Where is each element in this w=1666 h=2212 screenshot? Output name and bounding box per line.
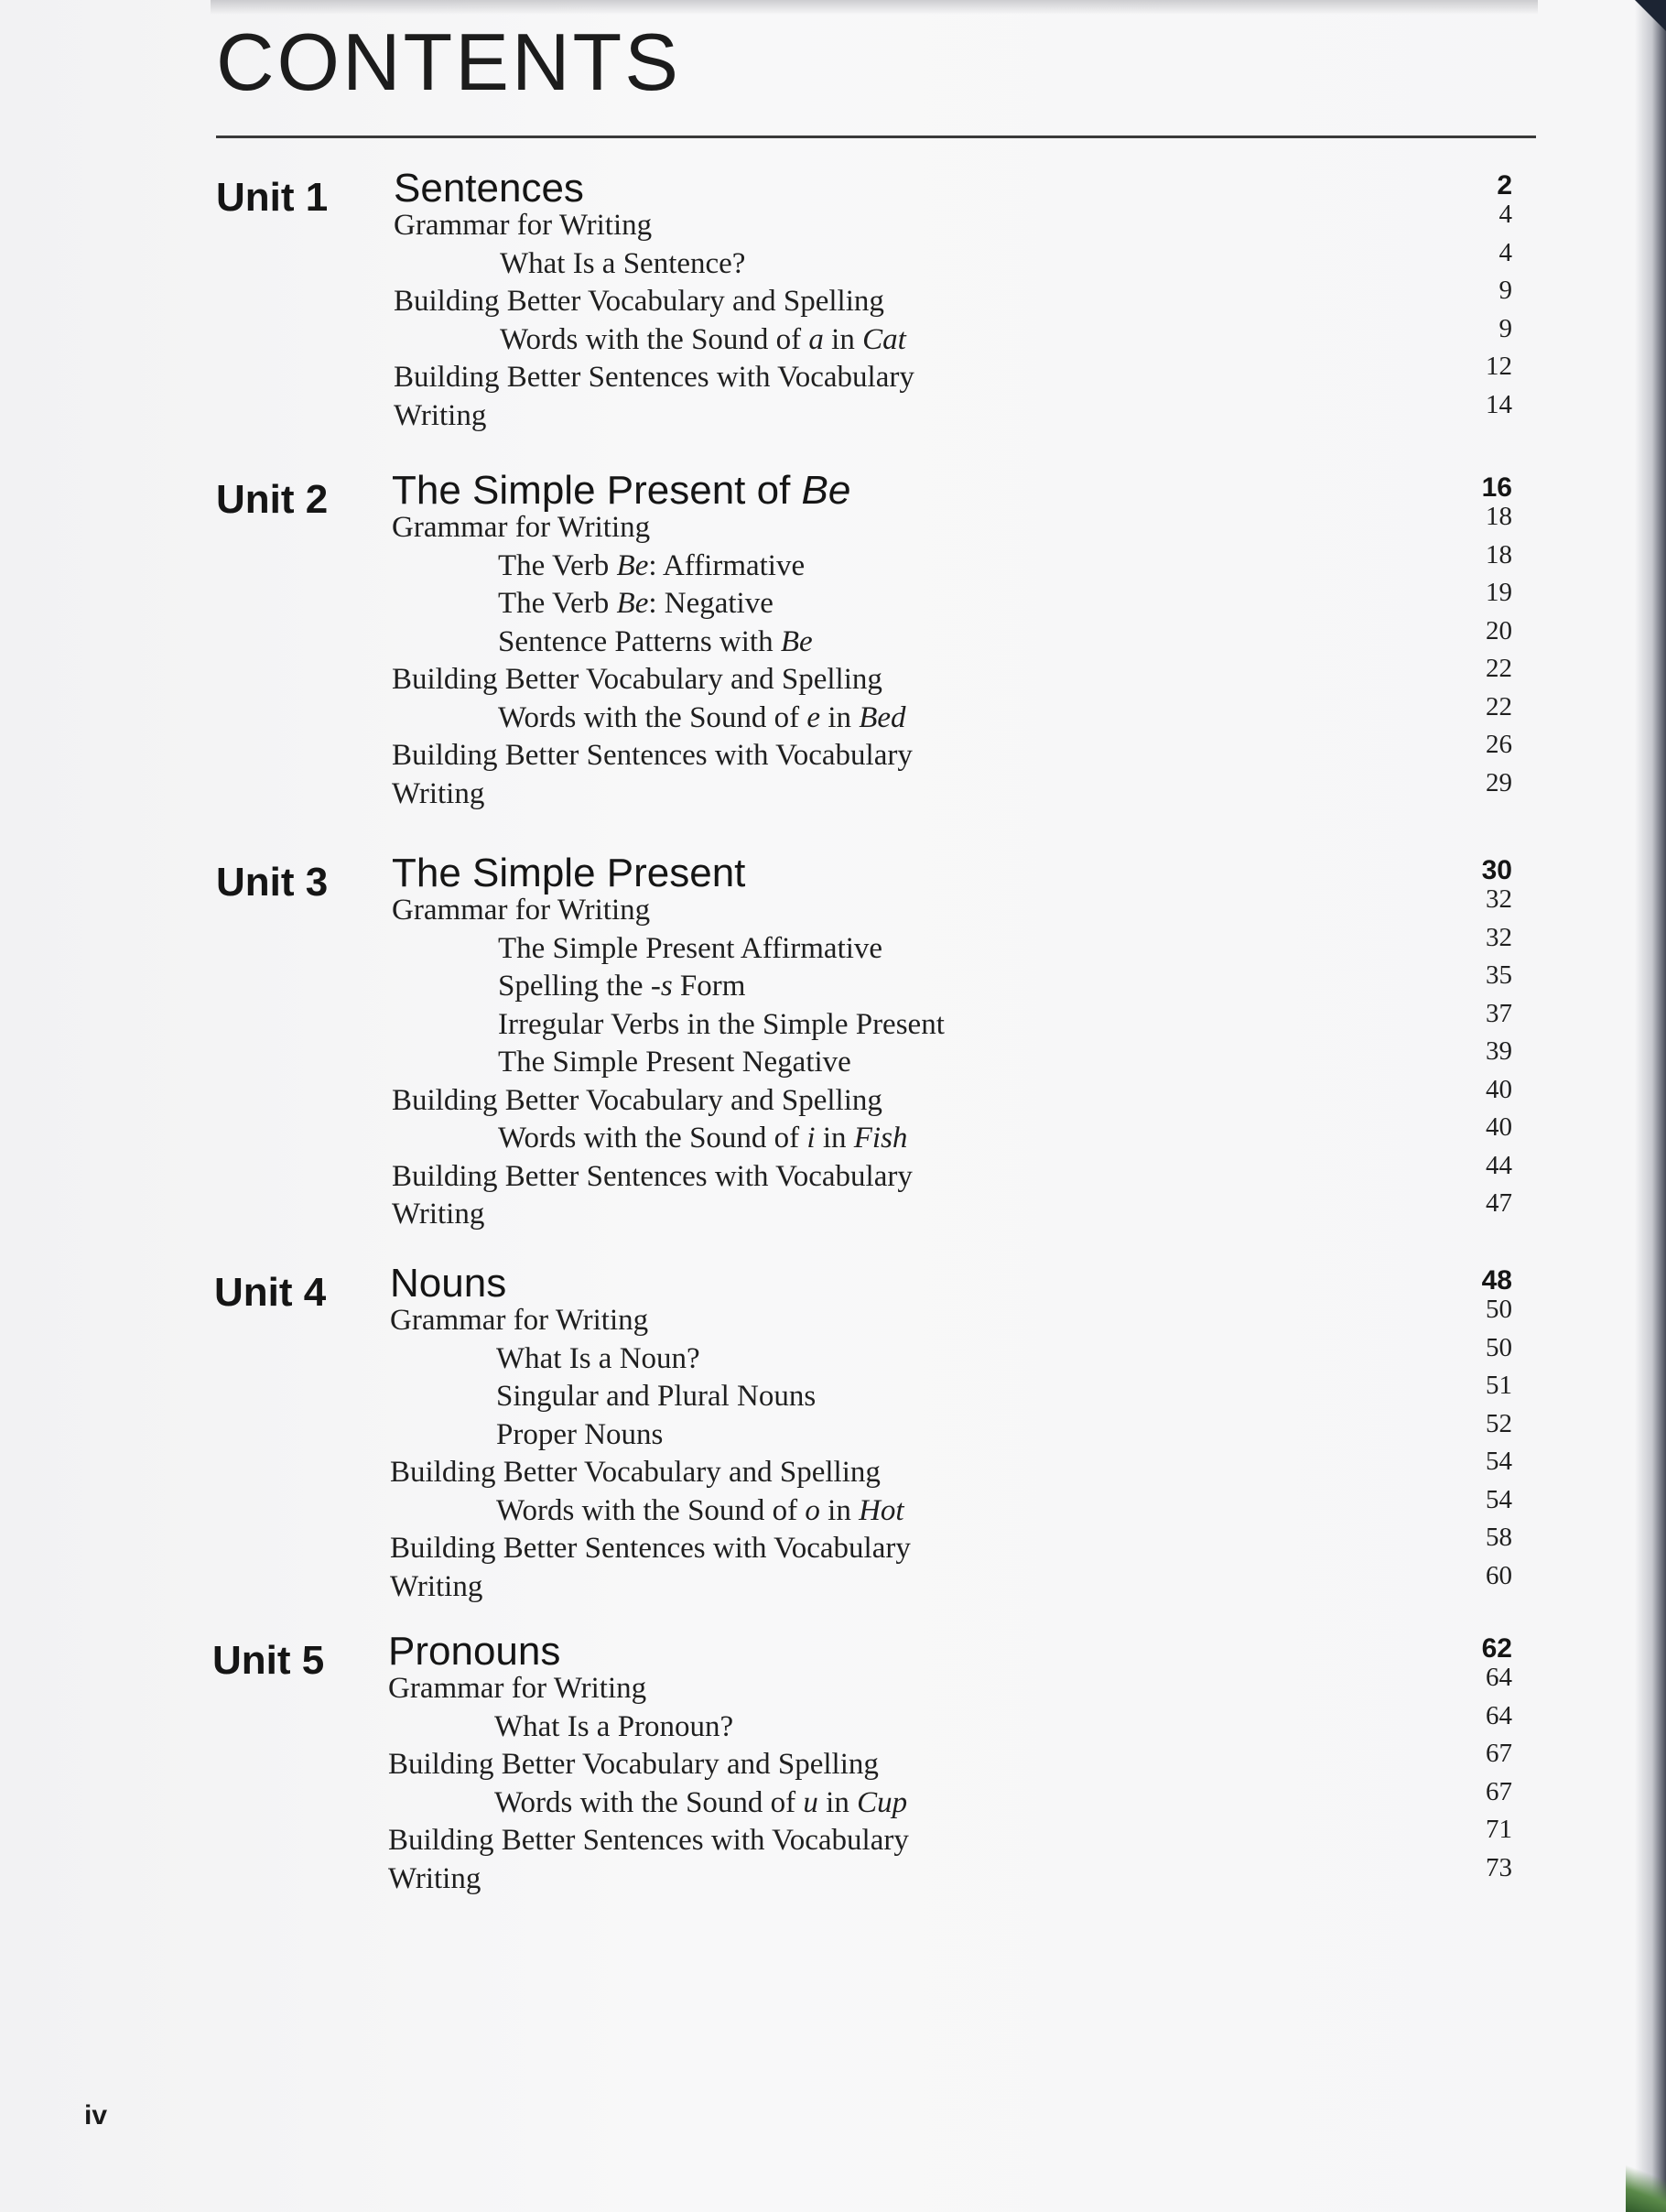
text-segment: : Negative bbox=[648, 587, 774, 620]
toc-subsection-entry bbox=[498, 1123, 907, 1154]
toc-section-entry: Writing bbox=[392, 776, 485, 810]
toc-entry-page-number: 47 bbox=[1486, 1188, 1512, 1218]
toc-entry-page-number: 50 bbox=[1486, 1295, 1512, 1324]
unit-label: Unit 3 bbox=[216, 860, 329, 905]
unit-title: Nouns bbox=[390, 1261, 507, 1306]
unit-title bbox=[392, 468, 851, 513]
text-segment: Words with the Sound of bbox=[496, 1493, 806, 1527]
unit-label: Unit 5 bbox=[212, 1638, 325, 1683]
italic-text-segment: u bbox=[803, 1785, 818, 1819]
text-segment: in bbox=[815, 1122, 854, 1155]
unit-page-number: 48 bbox=[1481, 1265, 1512, 1296]
text-segment: Spelling the bbox=[498, 970, 651, 1003]
toc-entry-page-number: 12 bbox=[1486, 352, 1512, 381]
toc-section-entry: Grammar for Writing bbox=[392, 894, 651, 927]
text-segment: The Verb bbox=[498, 548, 617, 582]
toc-entry-page-number: 9 bbox=[1498, 276, 1512, 305]
toc-entry-page-number: 44 bbox=[1486, 1150, 1512, 1180]
toc-subsection-entry bbox=[498, 589, 774, 619]
toc-subsection-entry bbox=[498, 700, 906, 734]
toc-entry-page-number: 54 bbox=[1486, 1484, 1512, 1514]
toc-section-entry: Grammar for Writing bbox=[394, 209, 653, 242]
toc-entry-page-number: 32 bbox=[1486, 884, 1512, 914]
toc-subsection-entry: The Simple Present Affirmative bbox=[498, 931, 883, 965]
text-segment: in bbox=[817, 1785, 858, 1819]
toc-subsection-entry: Singular and Plural Nouns bbox=[496, 1380, 817, 1413]
unit-label: Unit 2 bbox=[216, 477, 329, 522]
toc-section-entry: Grammar for Writing bbox=[392, 511, 651, 544]
toc-entry-page-number: 60 bbox=[1486, 1560, 1512, 1590]
toc-subsection-entry: Proper Nouns bbox=[496, 1417, 664, 1451]
toc-entry-page-number: 18 bbox=[1486, 539, 1512, 569]
toc-section-entry: Writing bbox=[388, 1861, 481, 1895]
unit-title: The Simple Present bbox=[392, 851, 746, 895]
toc-subsection-entry bbox=[494, 1785, 908, 1819]
italic-text-segment: Be bbox=[801, 468, 851, 513]
italic-text-segment: Be bbox=[780, 624, 813, 658]
toc-entry-page-number: 51 bbox=[1486, 1371, 1512, 1400]
toc-entry-page-number: 26 bbox=[1486, 730, 1512, 759]
toc-entry-page-number: 4 bbox=[1498, 237, 1512, 267]
toc-section-entry: Building Better Vocabulary and Spelling bbox=[392, 663, 882, 696]
italic-text-segment: Cat bbox=[862, 322, 906, 356]
toc-entry-page-number: 4 bbox=[1498, 200, 1512, 229]
unit-page-number: 30 bbox=[1481, 855, 1512, 885]
toc-subsection-entry: What Is a Sentence? bbox=[500, 246, 746, 280]
italic-text-segment: -s bbox=[650, 970, 673, 1003]
italic-text-segment: Be bbox=[616, 587, 649, 620]
toc-entry-page-number: 73 bbox=[1486, 1852, 1512, 1882]
italic-text-segment: Fish bbox=[853, 1122, 908, 1155]
italic-text-segment: o bbox=[805, 1493, 820, 1527]
text-segment: Sentence Patterns with bbox=[498, 624, 781, 658]
text-segment: Words with the Sound of bbox=[500, 322, 809, 356]
toc-entry-page-number: 20 bbox=[1486, 615, 1512, 645]
italic-text-segment: Be bbox=[616, 548, 649, 582]
toc-subsection-entry bbox=[500, 322, 906, 356]
toc-subsection-entry bbox=[498, 624, 813, 658]
page-title: CONTENTS bbox=[216, 16, 681, 107]
unit-page-number: 2 bbox=[1497, 170, 1512, 201]
toc-entry-page-number: 32 bbox=[1486, 922, 1512, 952]
toc-entry-page-number: 52 bbox=[1486, 1408, 1512, 1438]
toc-entry-page-number: 67 bbox=[1486, 1776, 1512, 1806]
toc-section-entry: Writing bbox=[394, 398, 487, 432]
toc-entry-page-number: 54 bbox=[1486, 1447, 1512, 1476]
toc-section-entry: Building Better Sentences with Vocabulary bbox=[394, 361, 914, 394]
toc-section-entry: Building Better Vocabulary and Spelling bbox=[390, 1456, 881, 1489]
text-segment: The Verb bbox=[498, 587, 617, 620]
toc-subsection-entry: What Is a Pronoun? bbox=[494, 1709, 734, 1743]
toc-entry-page-number: 40 bbox=[1486, 1074, 1512, 1104]
toc-section-entry: Writing bbox=[392, 1198, 485, 1231]
italic-text-segment: e bbox=[806, 700, 821, 734]
unit-title: Pronouns bbox=[388, 1629, 561, 1674]
italic-text-segment: Cup bbox=[857, 1785, 908, 1819]
toc-entry-page-number: 50 bbox=[1486, 1332, 1512, 1362]
italic-text-segment: i bbox=[806, 1122, 816, 1155]
toc-entry-page-number: 22 bbox=[1486, 654, 1512, 683]
toc-entry-page-number: 18 bbox=[1486, 502, 1512, 531]
text-segment: The Simple Present of bbox=[392, 468, 802, 513]
toc-section-entry: Building Better Sentences with Vocabulary bbox=[390, 1532, 911, 1565]
toc-subsection-entry bbox=[498, 971, 745, 1002]
toc-entry-page-number: 22 bbox=[1486, 691, 1512, 721]
text-segment: Words with the Sound of bbox=[494, 1785, 804, 1819]
toc-entry-page-number: 40 bbox=[1486, 1112, 1512, 1142]
toc-subsection-entry: What Is a Noun? bbox=[496, 1341, 700, 1375]
unit-label: Unit 4 bbox=[214, 1270, 327, 1315]
toc-entry-page-number: 37 bbox=[1486, 998, 1512, 1028]
text-segment: Words with the Sound of bbox=[498, 1122, 807, 1155]
toc-section-entry: Building Better Sentences with Vocabulary bbox=[392, 1159, 913, 1193]
italic-text-segment: Hot bbox=[859, 1493, 904, 1527]
toc-subsection-entry bbox=[496, 1493, 904, 1527]
text-segment: in bbox=[820, 700, 860, 734]
toc-entry-page-number: 64 bbox=[1486, 1700, 1512, 1730]
toc-subsection-entry bbox=[498, 548, 806, 582]
italic-text-segment: a bbox=[808, 322, 824, 356]
toc-entry-page-number: 9 bbox=[1498, 313, 1512, 343]
toc-entry-page-number: 35 bbox=[1486, 960, 1512, 990]
toc-entry-page-number: 39 bbox=[1486, 1036, 1512, 1066]
toc-subsection-entry: Irregular Verbs in the Simple Present bbox=[498, 1007, 945, 1041]
text-segment: in bbox=[823, 322, 863, 356]
toc-section-entry: Building Better Sentences with Vocabulary bbox=[388, 1824, 909, 1857]
unit-label: Unit 1 bbox=[216, 175, 329, 220]
italic-text-segment: Bed bbox=[859, 700, 906, 734]
toc-section-entry: Building Better Vocabulary and Spelling bbox=[388, 1748, 879, 1781]
toc-entry-page-number: 14 bbox=[1486, 389, 1512, 419]
toc-entry-page-number: 29 bbox=[1486, 767, 1512, 797]
toc-section-entry: Writing bbox=[390, 1569, 483, 1603]
toc-entry-page-number: 19 bbox=[1486, 578, 1512, 607]
toc-section-entry: Grammar for Writing bbox=[390, 1304, 649, 1337]
toc-section-entry: Grammar for Writing bbox=[388, 1672, 647, 1705]
unit-page-number: 62 bbox=[1481, 1633, 1512, 1664]
toc-section-entry: Building Better Sentences with Vocabulary bbox=[392, 739, 913, 772]
text-segment: Words with the Sound of bbox=[498, 700, 807, 734]
unit-title: Sentences bbox=[394, 166, 584, 211]
toc-entry-page-number: 67 bbox=[1486, 1739, 1512, 1768]
toc-entry-page-number: 71 bbox=[1486, 1815, 1512, 1844]
text-segment: : Affirmative bbox=[648, 548, 806, 582]
toc-section-entry: Building Better Vocabulary and Spelling bbox=[392, 1083, 882, 1117]
page-number: iv bbox=[84, 2100, 108, 2131]
text-segment: in bbox=[819, 1493, 860, 1527]
toc-subsection-entry: The Simple Present Negative bbox=[498, 1046, 851, 1079]
text-segment: Form bbox=[672, 970, 746, 1003]
unit-page-number: 16 bbox=[1481, 472, 1512, 503]
toc-section-entry: Building Better Vocabulary and Spelling bbox=[394, 285, 884, 318]
toc-entry-page-number: 58 bbox=[1486, 1523, 1512, 1552]
toc-entry-page-number: 64 bbox=[1486, 1663, 1512, 1692]
